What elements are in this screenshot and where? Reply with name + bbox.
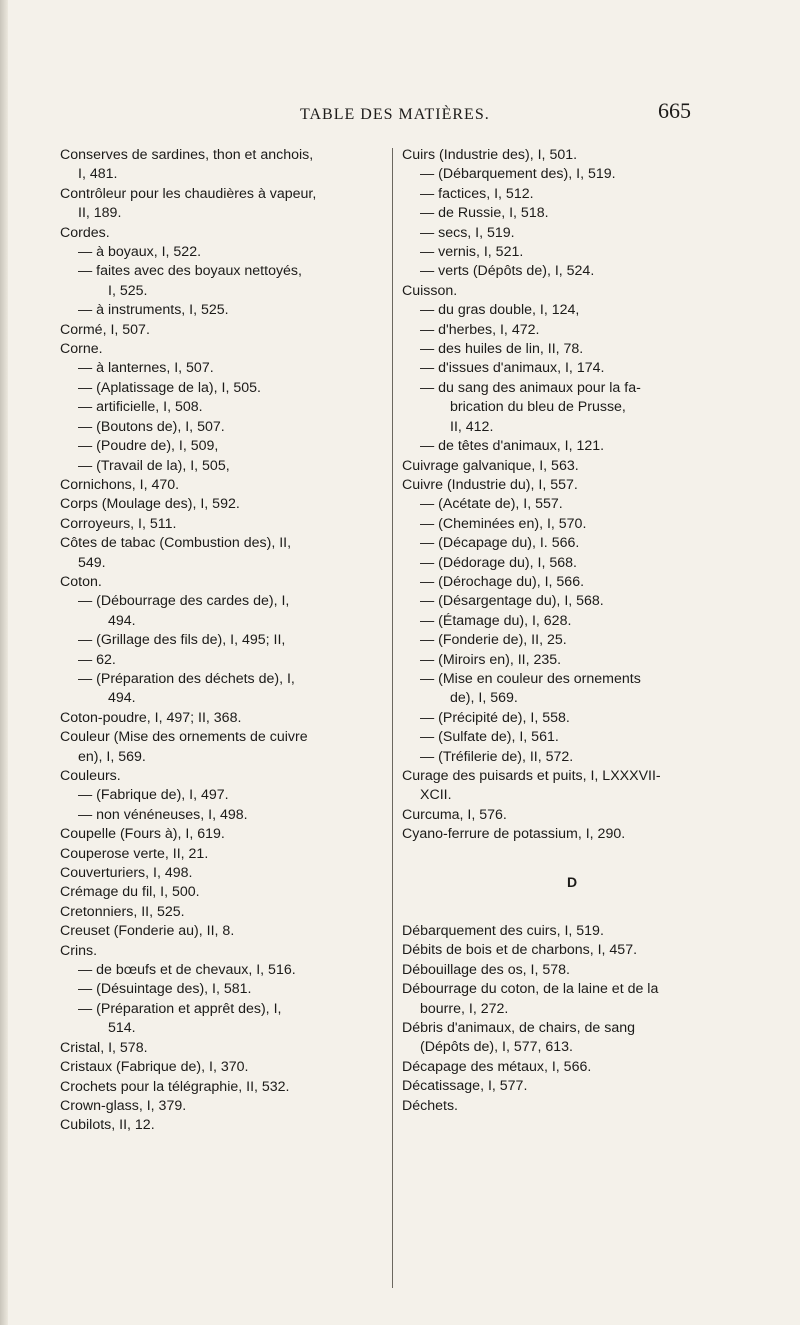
index-entry: Débits de bois et de charbons, I, 457. xyxy=(402,942,638,959)
index-subentry-continuation: I, 525. xyxy=(108,282,148,299)
index-entry: Décapage des métaux, I, 566. xyxy=(402,1058,592,1075)
index-entry: Cordes. xyxy=(60,224,110,241)
index-entry: Cornichons, I, 470. xyxy=(60,476,180,493)
index-subentry: — (Préparation et apprêt des), I, xyxy=(78,1000,282,1017)
index-column-left xyxy=(60,146,382,1136)
index-entry: Débourrage du coton, de la laine et de la xyxy=(402,981,659,998)
index-subentry: — verts (Dépôts de), I, 524. xyxy=(420,263,595,280)
index-entry: Curcuma, I, 576. xyxy=(402,806,507,823)
index-subentry: — d'issues d'animaux, I, 174. xyxy=(420,360,605,377)
index-subentry: — faites avec des boyaux nettoyés, xyxy=(78,263,302,280)
index-entry: Corne. xyxy=(60,341,103,358)
index-subentry: — non vénéneuses, I, 498. xyxy=(78,806,248,823)
index-subentry: — (Cheminées en), I, 570. xyxy=(420,515,587,532)
index-entry: Curage des puisards et puits, I, LXXXVII- xyxy=(402,768,661,784)
index-subentry: — (Précipité de), I, 558. xyxy=(420,709,570,726)
page-header xyxy=(0,94,800,124)
index-entry: Cubilots, II, 12. xyxy=(60,1117,155,1134)
index-subentry: — (Fabrique de), I, 497. xyxy=(78,787,229,804)
index-entry: Décatissage, I, 577. xyxy=(402,1078,528,1095)
index-entry: Cuirs (Industrie des), I, 501. xyxy=(402,147,578,163)
index-subentry: — (Boutons de), I, 507. xyxy=(78,418,225,435)
index-subentry: — secs, I, 519. xyxy=(420,224,515,241)
index-entry: Cuisson. xyxy=(402,282,458,299)
index-entry: Débarquement des cuirs, I, 519. xyxy=(402,923,604,940)
index-subentry: — (Miroirs en), II, 235. xyxy=(420,651,562,668)
index-entry: Côtes de tabac (Combustion des), II, xyxy=(60,535,292,552)
index-entry-continuation: I, 481. xyxy=(78,166,118,183)
index-subentry-continuation: II, 412. xyxy=(450,418,494,435)
index-entry-continuation: bourre, I, 272. xyxy=(420,1000,509,1017)
index-subentry: — (Aplatissage de la), I, 505. xyxy=(78,379,261,396)
index-entry: Corroyeurs, I, 511. xyxy=(60,515,177,532)
index-subentry-continuation: 514. xyxy=(108,1020,136,1037)
index-subentry: — de Russie, I, 518. xyxy=(420,205,549,222)
index-entry: Couperose verte, II, 21. xyxy=(60,845,209,862)
index-subentry: — (Tréfilerie de), II, 572. xyxy=(420,748,574,765)
index-subentry-continuation: brication du bleu de Prusse, xyxy=(450,399,626,416)
index-entry: Cuivre (Industrie du), I, 557. xyxy=(402,476,578,493)
index-subentry-continuation: de), I, 569. xyxy=(450,690,518,707)
index-subentry: — (Travail de la), I, 505, xyxy=(78,457,230,474)
index-entry: Crins. xyxy=(60,942,98,959)
index-subentry: — 62. xyxy=(78,651,116,668)
index-entry: Cretonniers, II, 525. xyxy=(60,903,185,920)
index-subentry: — de bœufs et de chevaux, I, 516. xyxy=(78,962,296,979)
index-subentry: — des huiles de lin, II, 78. xyxy=(420,341,584,358)
index-entry: Crown-glass, I, 379. xyxy=(60,1097,187,1114)
running-title: TABLE DES MATIÈRES. xyxy=(300,106,490,123)
index-subentry: — d'herbes, I, 472. xyxy=(420,321,540,338)
index-subentry: — (Désuintage des), I, 581. xyxy=(78,981,252,998)
page-number: 665 xyxy=(658,98,691,123)
index-subentry: — (Fonderie de), II, 25. xyxy=(420,632,567,649)
index-entry: Coton-poudre, I, 497; II, 368. xyxy=(60,709,242,726)
index-entry: Coupelle (Fours à), I, 619. xyxy=(60,826,225,843)
index-subentry: — de têtes d'animaux, I, 121. xyxy=(420,438,605,455)
index-subentry: — à lanternes, I, 507. xyxy=(78,360,214,377)
index-subentry: — artificielle, I, 508. xyxy=(78,399,203,416)
index-subentry: — (Débarquement des), I, 519. xyxy=(420,166,616,183)
index-subentry: — du sang des animaux pour la fa- xyxy=(420,379,641,396)
index-entry: Cormé, I, 507. xyxy=(60,321,150,338)
index-subentry: — (Sulfate de), I, 561. xyxy=(420,729,559,746)
index-subentry: — à boyaux, I, 522. xyxy=(78,244,202,261)
index-column-right xyxy=(402,146,742,1116)
index-subentry: — (Dérochage du), I, 566. xyxy=(420,573,585,590)
index-subentry: — (Grillage des fils de), I, 495; II, xyxy=(78,632,286,649)
section-letter: D xyxy=(566,873,578,890)
index-entry: Corps (Moulage des), I, 592. xyxy=(60,496,240,513)
index-entry-continuation: (Dépôts de), I, 577, 613. xyxy=(420,1039,574,1056)
index-subentry: — (Débourrage des cardes de), I, xyxy=(78,593,290,610)
index-entry: Déchets. xyxy=(402,1097,458,1114)
index-subentry: — (Décapage du), I. 566. xyxy=(420,535,580,552)
index-entry: Couverturiers, I, 498. xyxy=(60,865,193,882)
index-entry: Cristaux (Fabrique de), I, 370. xyxy=(60,1059,249,1076)
index-subentry: — (Mise en couleur des ornements xyxy=(420,670,641,687)
column-divider xyxy=(392,148,393,1288)
index-subentry: — (Étamage du), I, 628. xyxy=(420,612,572,629)
index-entry-continuation: II, 189. xyxy=(78,205,122,222)
index-entry: Débris d'animaux, de chairs, de sang xyxy=(402,1020,635,1037)
index-entry: Couleurs. xyxy=(60,768,121,784)
index-subentry: — factices, I, 512. xyxy=(420,185,534,202)
index-subentry: — à instruments, I, 525. xyxy=(78,302,229,319)
index-entry: Cyano-ferrure de potassium, I, 290. xyxy=(402,826,626,843)
index-entry: Crémage du fil, I, 500. xyxy=(60,884,200,901)
index-subentry-continuation: 494. xyxy=(108,690,136,707)
index-subentry: — (Poudre de), I, 509, xyxy=(78,438,219,455)
index-subentry: — (Préparation des déchets de), I, xyxy=(78,670,295,687)
index-entry: Crochets pour la télégraphie, II, 532. xyxy=(60,1078,290,1095)
index-subentry: — vernis, I, 521. xyxy=(420,244,524,261)
index-entry: Débouillage des os, I, 578. xyxy=(402,961,570,978)
index-entry: Coton. xyxy=(60,573,102,590)
index-entry-continuation: 549. xyxy=(78,554,106,571)
index-entry: Couleur (Mise des ornements de cuivre xyxy=(60,729,308,746)
index-subentry-continuation: 494. xyxy=(108,612,136,629)
index-subentry: — du gras double, I, 124, xyxy=(420,302,580,319)
index-entry: Cristal, I, 578. xyxy=(60,1039,148,1056)
index-entry: Contrôleur pour les chaudières à vapeur, xyxy=(60,185,317,202)
index-entry-continuation: en), I, 569. xyxy=(78,748,146,765)
index-subentry: — (Dédorage du), I, 568. xyxy=(420,554,577,571)
index-subentry: — (Désargentage du), I, 568. xyxy=(420,593,604,610)
index-entry: Conserves de sardines, thon et anchois, xyxy=(60,147,314,163)
index-subentry: — (Acétate de), I, 557. xyxy=(420,496,563,513)
index-entry-continuation: XCII. xyxy=(420,787,452,804)
index-entry: Cuivrage galvanique, I, 563. xyxy=(402,457,579,474)
index-entry: Creuset (Fonderie au), II, 8. xyxy=(60,923,235,940)
page-binding-edge xyxy=(0,0,8,1325)
